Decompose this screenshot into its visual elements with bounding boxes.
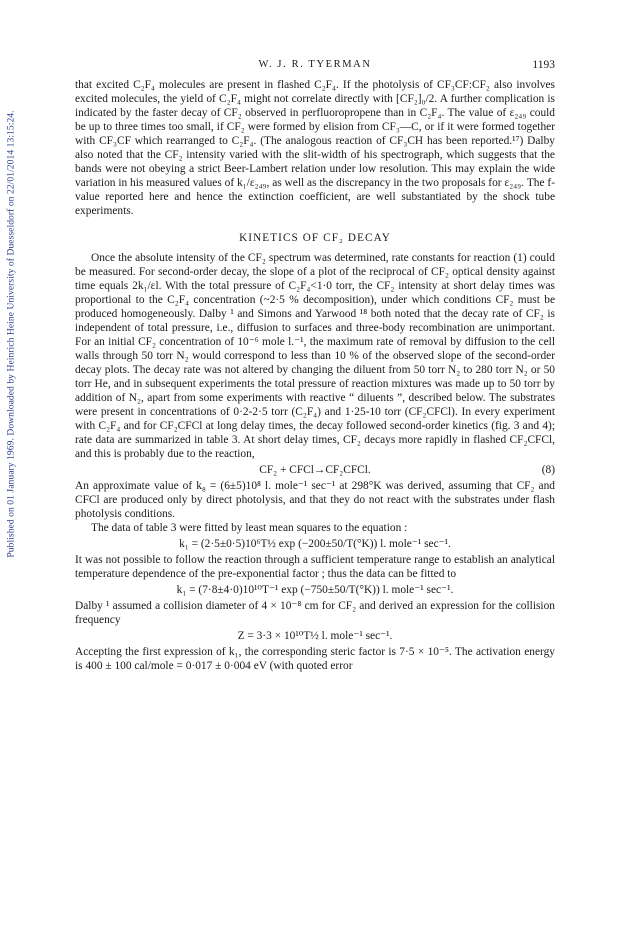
paragraph: Dalby ¹ assumed a collision diameter of 4 × 10⁻⁸ cm for CF₂ and derived an expression for the collision frequency — [75, 600, 555, 626]
equation — [75, 537, 555, 551]
equation — [75, 583, 555, 597]
paragraph: Accepting the first expression of k₁, the corresponding steric factor is 7·5 × 10⁻⁵. The activation energy is 400 ± 100 cal/mole = 0·017 ± 0·004 eV (with quoted error — [75, 646, 555, 672]
equation-number: (8) — [541, 464, 555, 476]
running-head: W. J. R. TYERMAN — [258, 59, 372, 70]
paragraph: that excited C₂F₄ molecules are present in flashed C₂F₄. If the photolysis of CF₃CF:CF₂ also involves excited molecules, the yield of C₂F₄ might not correlate directly with [CF₂]₀/2. A further complication is indicated by the faster decay of CF₂ observed in perfluoropropene than in C₂F₄. The value of ε₂₄₉ could be up to three times too small, if CF₂ were formed by elision from CF₃—C, or if it were formed together with CF₃CF which rearranged to C₂F₄. (The analogous reaction of CF₃CH has been reported.¹⁷) Dalby also noted that the CF₂ intensity varied with the slit-width of his spectrograph, which suggests that the bands were not obeying a strict Beer-Lambert relation under low resolution. This may explain the wide variation in his measured values of k₁/ε₂₄₉, as well as the discrepancy in the two proposals for ε₂₄₉. The f-value reported here and hence the extinction coefficient, are well substantiated by the shock tube experiments. — [75, 79, 555, 217]
paragraph: It was not possible to follow the reaction through a sufficient temperature range to establish an analytical temperature dependence of the pre-exponential factor ; thus the data can be fitted to — [75, 554, 555, 580]
equation-text: Z = 3·3 × 10¹⁰T½ l. mole⁻¹ sec⁻¹. — [237, 630, 393, 642]
equation-text: k₁ = (2·5±0·5)10⁶T½ exp (−200±50/T(°K)) l. mole⁻¹ sec⁻¹. — [179, 538, 451, 550]
download-notice-text: Published on 01 January 1969. Downloaded by Heinrich Heine University of Duesseldorf on 22/01/2014 13:15:24. — [5, 110, 17, 558]
paragraph: An approximate value of k₈ = (6±5)10⁸ l. mole⁻¹ sec⁻¹ at 298°K was derived, assuming that CF₂ and CFCl are produced only by direct photolysis, and that they do not react with the substrates under flash photolysis conditions. — [75, 480, 555, 520]
article-page — [75, 58, 555, 673]
download-notice — [0, 0, 22, 945]
paragraph: The data of table 3 were fitted by least mean squares to the equation : — [91, 522, 408, 534]
equation — [75, 629, 555, 643]
page-number: 1193 — [532, 59, 555, 71]
equation — [75, 463, 555, 477]
section-heading: KINETICS OF CF₂ DECAY — [239, 232, 391, 244]
equation-text: CF₂ + CFCl→CF₂CFCl. — [259, 464, 371, 476]
paragraph: Once the absolute intensity of the CF₂ spectrum was determined, rate constants for reaction (1) could be measured. For second-order decay, the slope of a plot of the reciprocal of CF₂ optical density against time equals 2k₁/εl. With the total pressure of C₂F₄<1·0 torr, the CF₂ intensity at short delay times was proportional to the C₂F₄ concentration (~2·5 % decomposition), under which conditions CF₂ must be produced homogeneously. Dalby ¹ and Simons and Yarwood ¹⁸ both noted that the decay rate of CF₂ is independent of total pressure, i.e., diffusion to surfaces and three-body recombination are unimportant. For an initial CF₂ concentration of 10⁻⁶ mole l.⁻¹, the maximum rate of removal by diffusion to the cell walls through 50 torr N₂ would correspond to less than 10 % of the observed slope of the second-order decay plots. The decay rate was not altered by changing the diluent from 50 torr N₂ to 280 torr N₂ or 50 torr He, and in subsequent experiments the total pressure of reaction mixtures was made up to 50 torr by addition of N₂, apart from some experiments with reactive “ diluents ”, described below. The substrates were present in concentrations of 0·2-2·5 torr (C₂F₄) and 1·25-10 torr (CF₂CFCl). In every experiment with C₂F₄ and for CF₂CFCl at long delay times, the decay followed second-order kinetics (fig. 3 and 4); rate data are summarized in table 3. At short delay times, CF₂ decays more rapidly in flashed CF₂CFCl, and this is probably due to the reaction, — [75, 252, 555, 460]
equation-text: k₁ = (7·8±4·0)10¹⁰T⁻¹ exp (−750±50/T(°K)) l. mole⁻¹ sec⁻¹. — [176, 584, 454, 596]
page-header — [75, 58, 555, 76]
